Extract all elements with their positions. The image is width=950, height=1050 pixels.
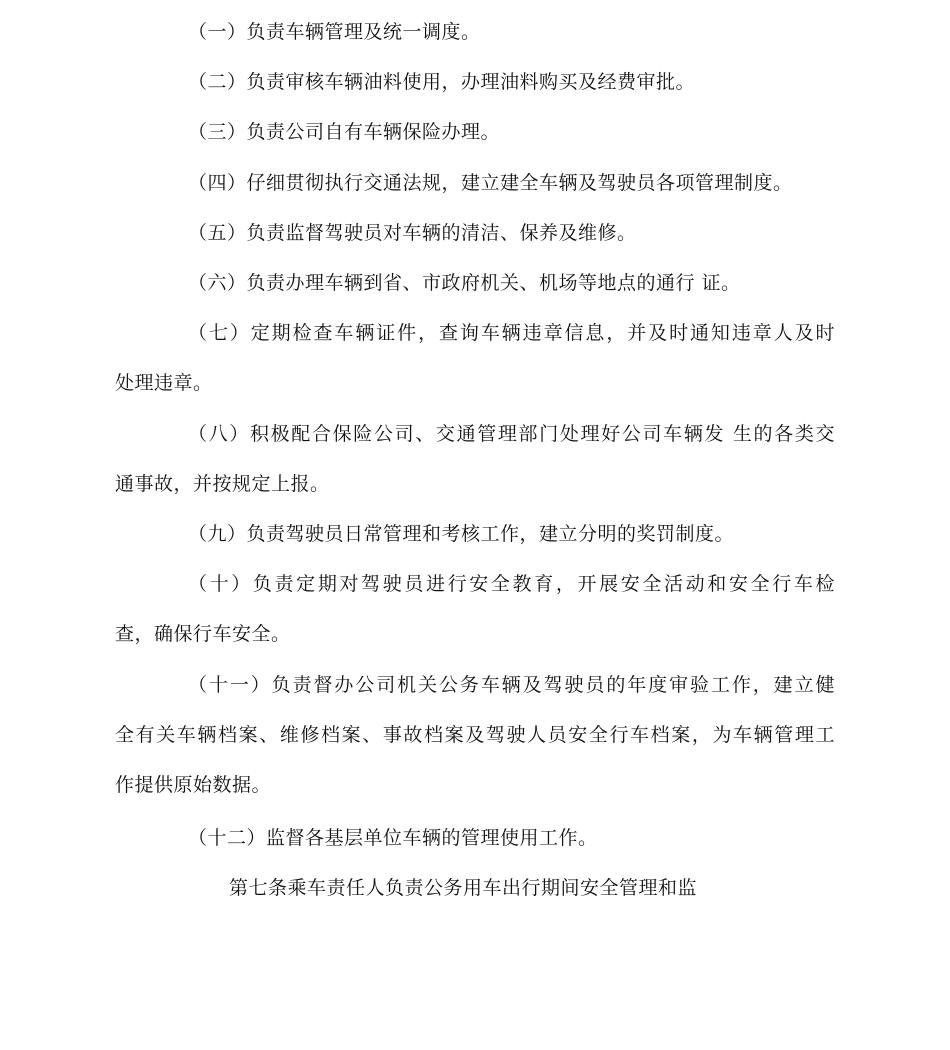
duty-item-8-line-1: （八）积极配合保险公司、交通管理部门处理好公司车辆发 生的各类交 <box>188 423 835 445</box>
duty-item-9: （九）负责驾驶员日常管理和考核工作，建立分明的奖罚制度。 <box>188 523 735 545</box>
duty-item-1: （一）负责车辆管理及统一调度。 <box>188 21 481 43</box>
duty-item-7-line-1: （七）定期检查车辆证件，查询车辆违章信息，并及时通知违章人及时 <box>188 322 835 344</box>
duty-item-10-line-1: （十）负责定期对驾驶员进行安全教育，开展安全活动和安全行车检 <box>188 573 835 595</box>
duty-item-8-line-2: 通事故，并按规定上报。 <box>115 473 330 495</box>
duty-item-3: （三）负责公司自有车辆保险办理。 <box>188 121 501 143</box>
duty-item-5: （五）负责监督驾驶员对车辆的清洁、保养及维修。 <box>188 222 637 244</box>
duty-item-10-line-2: 查，确保行车安全。 <box>115 623 291 645</box>
duty-item-4: （四）仔细贯彻执行交通法规，建立建全车辆及驾驶员各项管理制度。 <box>188 172 793 194</box>
duty-item-6: （六）负责办理车辆到省、市政府机关、机场等地点的通行 证。 <box>188 272 741 294</box>
duty-item-11-line-1: （十一）负责督办公司机关公务车辆及驾驶员的年度审验工作，建立健 <box>188 674 835 696</box>
duty-item-12: （十二）监督各基层单位车辆的管理使用工作。 <box>188 827 598 849</box>
duty-item-2: （二）负责审核车辆油料使用，办理油料购买及经费审批。 <box>188 71 696 93</box>
duty-item-11-line-2: 全有关车辆档案、维修档案、事故档案及驾驶人员安全行车档案，为车辆管理工 <box>115 724 835 746</box>
duty-item-11-line-3: 作提供原始数据。 <box>115 774 272 796</box>
duty-item-7-line-2: 处理违章。 <box>115 372 213 394</box>
article-7-heading: 第七条乘车责任人负责公务用车出行期间安全管理和监 <box>229 877 698 899</box>
